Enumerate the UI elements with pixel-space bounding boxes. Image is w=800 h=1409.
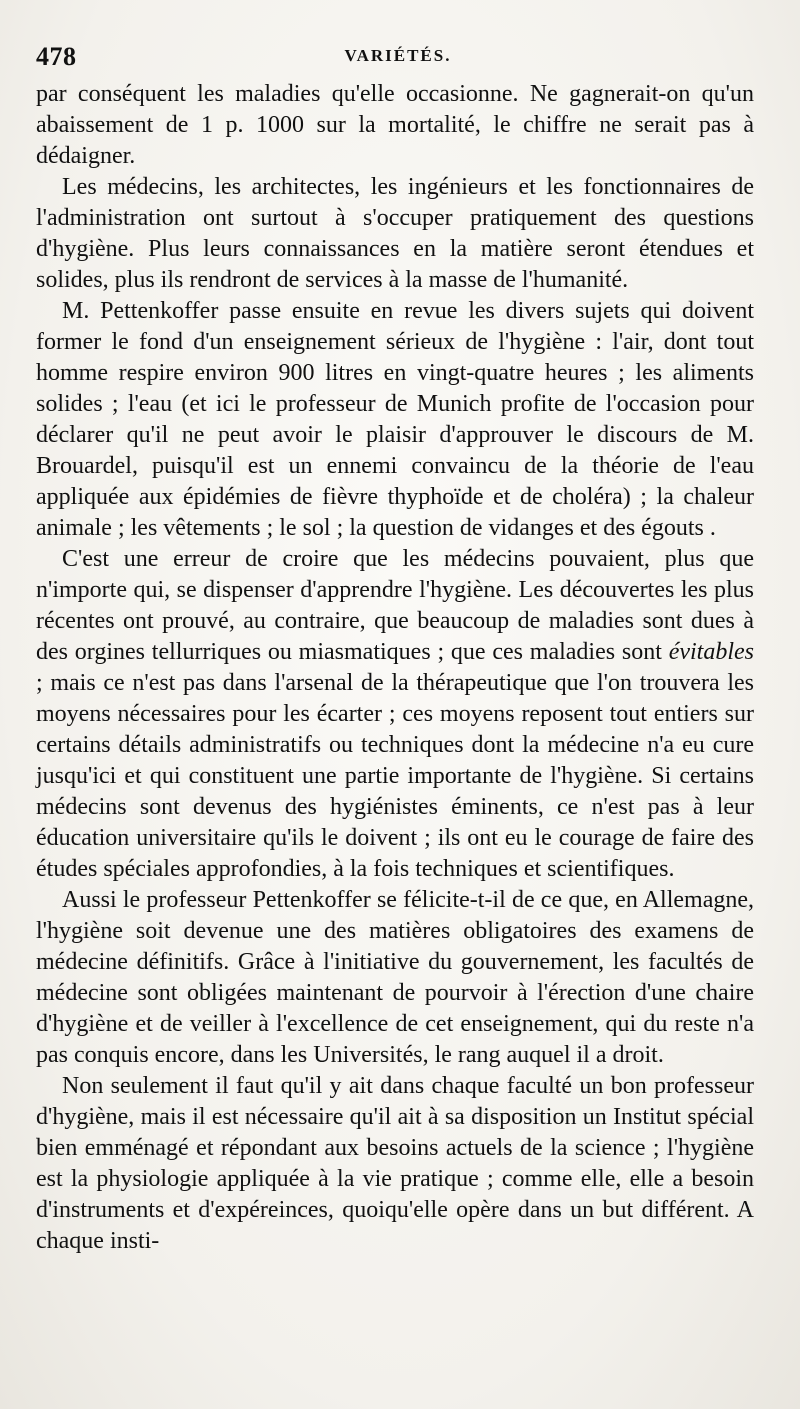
page-number: 478 — [36, 42, 77, 71]
page-header — [36, 42, 760, 74]
emphasized-word: évitables — [668, 639, 754, 665]
paragraph-continuation: par conséquent les maladies qu'elle occasionne. Ne gagnerait-on qu'un abaissement de 1 p. 1000 sur la mortalité, le chiffre ne serait pas à dédaigner. — [36, 81, 754, 169]
paragraph-professionals: Les médecins, les architectes, les ingénieurs et les fonctionnaires de l'administration ont surtout à s'occuper pratiquement des questions d'hygiène. Plus leurs connaissances en la matière seront étendues et solides, plus ils rendront de services à la masse de l'humanité. — [36, 174, 754, 293]
paragraph-physicians-error: C'est une erreur de croire que les médecins pouvaient, plus que n'importe qui, se dispenser d'apprendre l'hygiène. Les découvertes les plus récentes ont prouvé, au contraire, que beaucoup de maladies sont dues à des orgines tellurriques ou miasmatiques ; que ces maladies sont évitables ; mais ce n'est pas dans l'arsenal de la thérapeutique que l'on trouvera les moyens nécessaires pour les écarter ; ces moyens reposent tout entiers sur certains détails administratifs ou techniques dont la médecine n'a eu cure jusqu'ici et qui constituent une partie importante de l'hygiène. Si certains médecins sont devenus des hygiénistes éminents, ce n'est pas à leur éducation universitaire qu'ils le doivent ; ils ont eu le courage de faire des études spéciales approfondies, à la fois techniques et scientifiques. — [36, 546, 754, 882]
paragraph-pettenkoffer-subjects: M. Pettenkoffer passe ensuite en revue les divers sujets qui doivent former le fond d'un enseignement sérieux de l'hygiène : l'air, dont tout homme respire environ 900 litres en vingt-quatre heures ; les aliments solides ; l'eau (et ici le professeur de Munich profite de l'occasion pour déclarer qu'il ne peut avoir le plaisir d'approuver le discours de M. Brouardel, puisqu'il est un ennemi convaincu de la théorie de l'eau appliquée aux épidémies de fièvre thyphoïde et de choléra) ; la chaleur animale ; les vêtements ; le sol ; la question de vidanges et des égouts . — [36, 298, 754, 541]
running-head: VARIÉTÉS. — [344, 46, 452, 65]
paragraph-germany-exams: Aussi le professeur Pettenkoffer se félicite-t-il de ce que, en Allemagne, l'hygiène soit devenue une des matières obligatoires des examens de médecine définitifs. Grâce à l'initiative du gouvernement, les facultés de médecine sont obligées maintenant de pourvoir à l'érection d'une chaire d'hygiène et de veiller à l'excellence de cet enseignement, qui du reste n'a pas conquis encore, dans les Universités, le rang auquel il a droit. — [36, 887, 754, 1068]
body-text — [36, 79, 754, 1257]
paragraph-institute: Non seulement il faut qu'il y ait dans chaque faculté un bon professeur d'hygiène, mais il est nécessaire qu'il ait à sa disposition un Institut spécial bien emménagé et répondant aux besoins actuels de la science ; l'hygiène est la physiologie appliquée à la vie pratique ; comme elle, elle a besoin d'instruments et d'expéreinces, quoiqu'elle opère dans un but différent. A chaque insti- — [36, 1073, 754, 1254]
